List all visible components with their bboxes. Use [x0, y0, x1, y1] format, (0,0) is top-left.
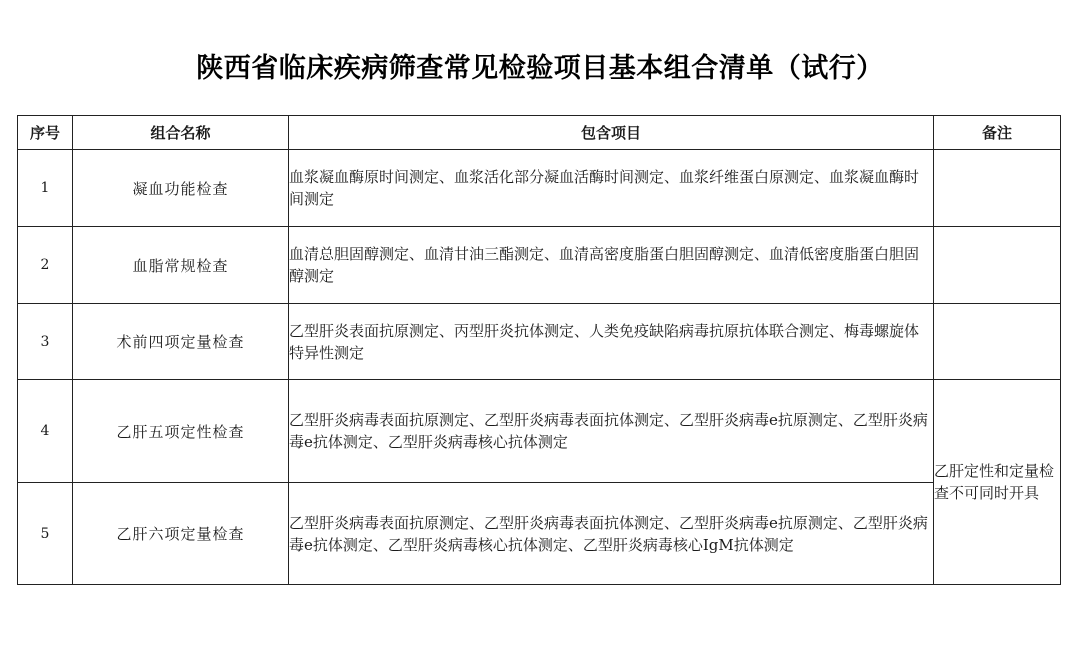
row-note-empty	[934, 227, 1061, 304]
row-items: 乙型肝炎病毒表面抗原测定、乙型肝炎病毒表面抗体测定、乙型肝炎病毒e抗原测定、乙型肝炎病毒e抗体测定、乙型肝炎病毒核心抗体测定	[289, 380, 934, 483]
table-header-row	[18, 116, 1061, 150]
table-row	[18, 227, 1061, 304]
checklist-table	[17, 115, 1061, 585]
row-name: 术前四项定量检查	[73, 304, 289, 380]
row-seq: 4	[18, 380, 73, 483]
row-name: 乙肝五项定性检查	[73, 380, 289, 483]
row-name: 血脂常规检查	[73, 227, 289, 304]
row-items: 血清总胆固醇测定、血清甘油三酯测定、血清高密度脂蛋白胆固醇测定、血清低密度脂蛋白胆固醇测定	[289, 227, 934, 304]
row-seq: 5	[18, 483, 73, 585]
header-name: 组合名称	[73, 116, 289, 150]
row-seq: 3	[18, 304, 73, 380]
header-seq: 序号	[18, 116, 73, 150]
row-note-empty	[934, 304, 1061, 380]
merged-note: 乙肝定性和定量检查不可同时开具	[934, 380, 1061, 585]
row-items: 血浆凝血酶原时间测定、血浆活化部分凝血活酶时间测定、血浆纤维蛋白原测定、血浆凝血酶时间测定	[289, 150, 934, 227]
row-name: 凝血功能检查	[73, 150, 289, 227]
document-title: 陕西省临床疾病筛查常见检验项目基本组合清单（试行）	[196, 53, 884, 84]
table-row	[18, 483, 1061, 585]
row-note-empty	[934, 150, 1061, 227]
table-row	[18, 304, 1061, 380]
row-name: 乙肝六项定量检查	[73, 483, 289, 585]
row-items: 乙型肝炎表面抗原测定、丙型肝炎抗体测定、人类免疫缺陷病毒抗原抗体联合测定、梅毒螺旋体特异性测定	[289, 304, 934, 380]
table-row	[18, 150, 1061, 227]
table-row	[18, 380, 1061, 483]
row-items: 乙型肝炎病毒表面抗原测定、乙型肝炎病毒表面抗体测定、乙型肝炎病毒e抗原测定、乙型肝炎病毒e抗体测定、乙型肝炎病毒核心抗体测定、乙型肝炎病毒核心IgM抗体测定	[289, 483, 934, 585]
row-seq: 1	[18, 150, 73, 227]
header-items: 包含项目	[289, 116, 934, 150]
row-seq: 2	[18, 227, 73, 304]
header-note: 备注	[934, 116, 1061, 150]
